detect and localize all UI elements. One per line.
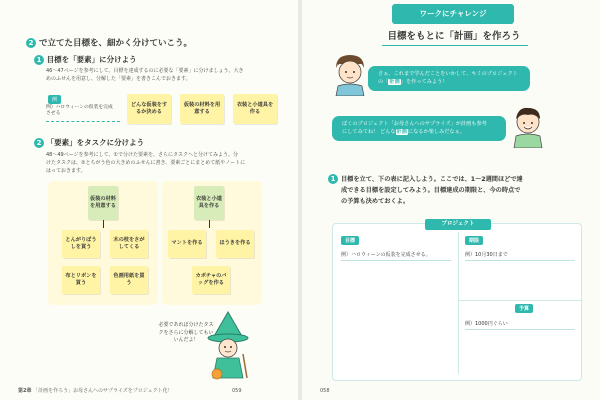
step-line: の予算も決めておくよ。 [341,197,410,205]
step2-body-line: はっておきます。 [46,167,86,174]
footer-chapter: 第2章 [18,388,32,394]
step2-body-line: 48〜49ページを参考にして、①で分けた要素を、さらにタスクへと分けてみよう。分 [46,152,239,158]
bubble1-text-start: さぁ、これまで学んだことをいかして、キミのプロジェクトの「 [378,71,518,86]
bubble1-text-end: 」を作ってみよう！ [400,79,448,86]
step1-heading-text: 目標を「要素」に分けよう [46,55,137,64]
example-text [46,105,116,117]
speech-bubble-1 [368,66,530,91]
element-sticky-note: 衣装と小道具を作る [233,94,277,124]
step1-body-line: 46〜47ページを参考にして、目標を達成するのに必要な「要素」に分けましょう。大き [46,68,244,74]
left-page [0,0,298,400]
bubble2-text-start: にしてみてね！ どんな [342,129,396,136]
example-tag: 例 [48,95,61,104]
task-sticky-note: 木の枝をさがしてくる [110,230,148,258]
task-sticky-note: マントを作る [168,230,206,258]
bubble2-highlight: 計画 [396,129,407,136]
connector-line [103,220,104,228]
step-line: 成できる目標を設定してみよう。目標達成の期限と、今の時点で [341,186,521,194]
step2-body-line: けたタスクは、②とちがう色の大きめのふせんに書き、要素ごとにまとめて紙やノートに [46,159,246,166]
connector-line [209,220,210,228]
step-instructions [328,174,578,208]
mascot-speech: 必要であれば分けたタスクをさらに分解してもいいんだよ！ [158,322,214,343]
project-tab: プロジェクト [425,219,491,230]
step-number: 1 [328,174,338,184]
page-number: 058 [320,388,330,394]
step-line: 目標を立て、下の表に記入しよう。ここでは、1〜2週間ほどで達 [341,176,523,183]
element-sticky-note: 衣装と小道具を作る [194,186,224,220]
step1-body [46,68,286,84]
element-sticky-note: 仮装の材料を用意する [180,94,224,124]
footer-text: 「計画を作ろう」お母さんへのサプライズをプロジェクト化！ [33,388,173,394]
bubble1-highlight: 計画 [389,79,400,86]
work-title: 目標をもとに「計画」を作ろう [387,31,521,42]
step2-number: 2 [34,138,44,148]
right-page [302,0,600,400]
deadline-tag: 期限 [465,236,483,245]
example-value: ハロウィーンの仮装を完成させる [46,105,113,117]
page-number: 059 [232,388,242,394]
step1-body-line: めのふせんを用意し、分解した「要素」を書きこんでおきます。 [46,75,191,82]
boy-avatar-illustration [332,52,368,96]
goal-example[interactable]: 例）ハロウィーンの仮装を完成させる。 [341,252,431,258]
wizard-mascot-illustration [205,310,251,382]
example-prefix: 例） [46,105,56,110]
bubble2-text-end: になるか楽しみだなぁ。 [407,129,465,136]
section-title [26,38,192,50]
speech-bubble-2 [332,116,506,141]
bubble2-line1: ぼくのプロジェクト「お母さんへのサプライズ」が計画も参考 [342,121,487,127]
deadline-writing-line [465,260,575,261]
section-title-text: で立てた目標を、細かく分けていこう。 [38,38,192,49]
challenge-banner: ワークにチャレンジ [392,4,514,24]
budget-tag: 予算 [515,304,533,313]
step1-heading [34,55,137,65]
step2-body [46,152,286,175]
budget-example[interactable]: 例）1000円ぐらい [465,321,508,327]
goal-writing-line [341,260,451,261]
footer [18,387,173,394]
step-number-badge: 2 [26,38,36,48]
task-sticky-note: 布とリボンを買う [62,266,100,294]
element-sticky-note: どんな仮装をするか決める [127,94,171,124]
bubble2-line2 [342,128,496,136]
budget-writing-line [465,329,575,330]
element-sticky-note: 仮装の材料を用意する [88,186,118,220]
task-sticky-note: とんがりぼうしを買う [62,230,100,258]
card-divider-horizontal [459,300,583,301]
task-sticky-note: カボチャのバッグを作る [192,266,230,294]
step1-number: 1 [34,55,44,65]
task-sticky-note: 色画用紙を買う [110,266,148,294]
boy-avatar-illustration [510,104,546,148]
task-sticky-note: ほうきを作る [216,230,254,258]
step2-heading [34,138,144,148]
title-underline [382,45,528,46]
goal-tag: 目標 [341,236,359,245]
project-worksheet-card [332,223,582,381]
example-underline [46,121,120,122]
card-divider-vertical [458,232,459,374]
deadline-example[interactable]: 例）10月30日まで [465,252,508,258]
step2-heading-text: 「要素」をタスクに分けよう [46,138,145,147]
